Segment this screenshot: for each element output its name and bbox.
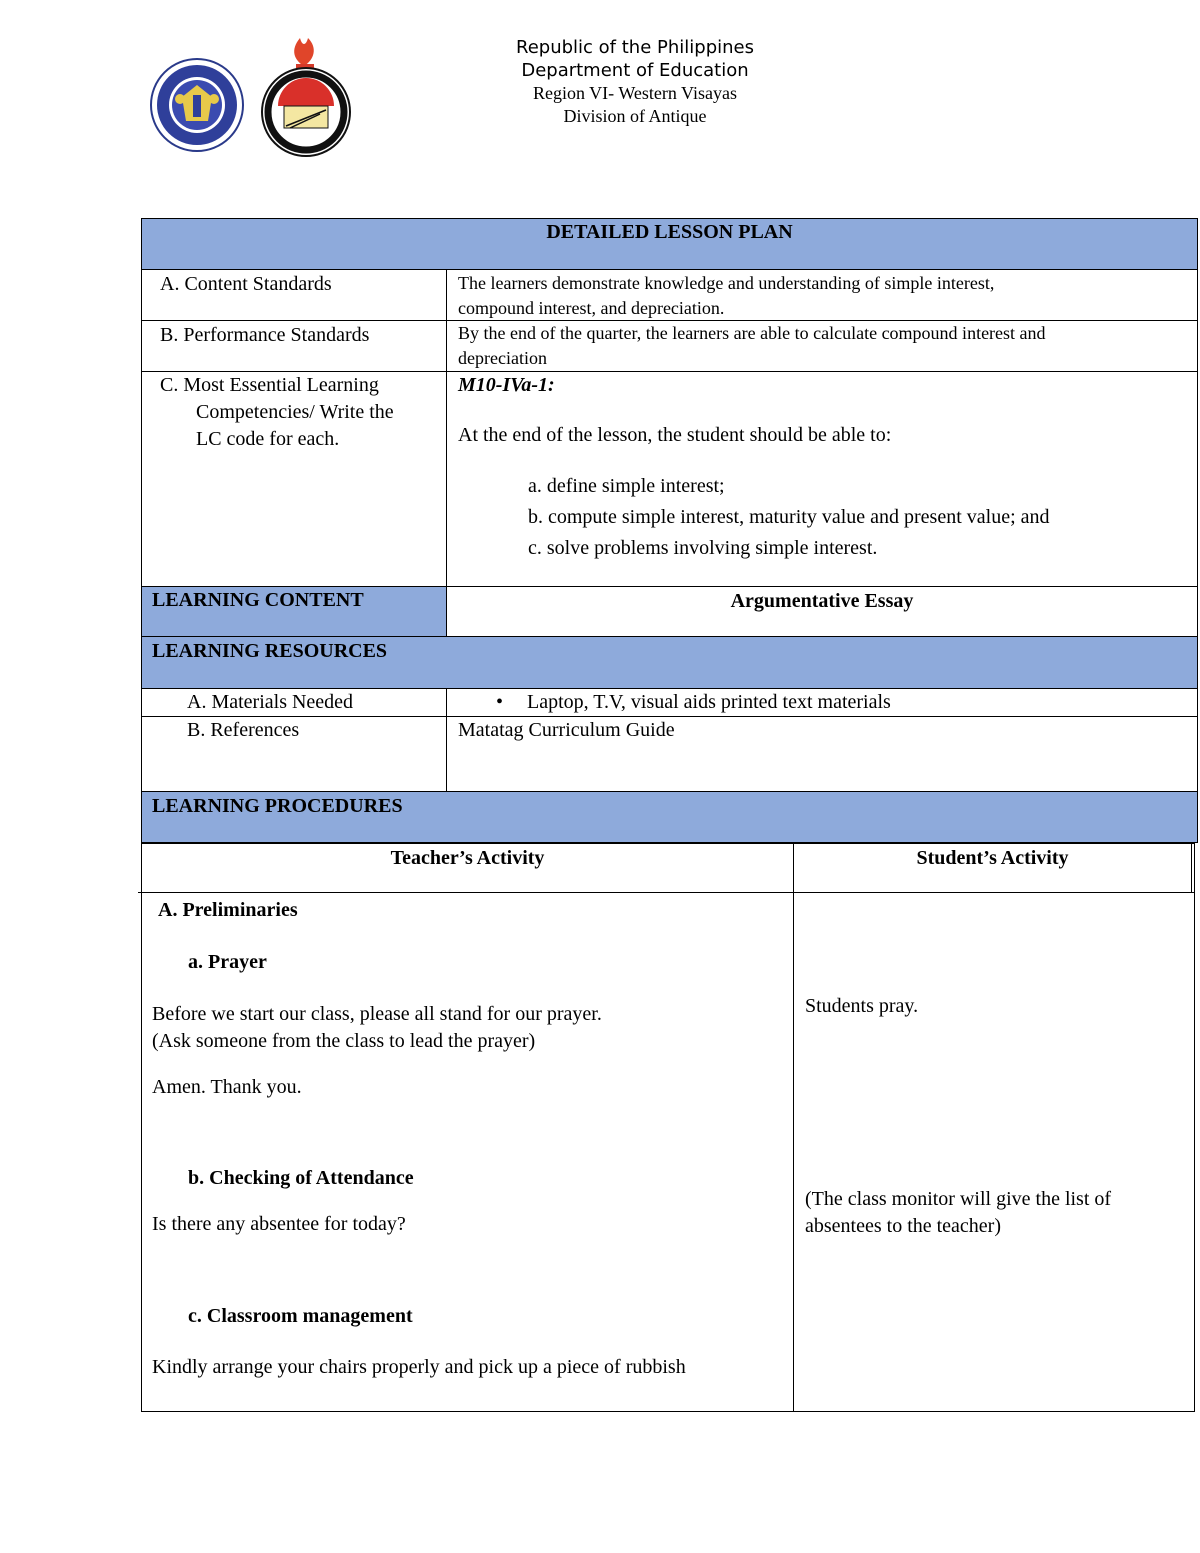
objective-item: c. solve problems involving simple interest. xyxy=(528,537,878,559)
materials-label: A. Materials Needed xyxy=(187,691,354,713)
competencies-label-3: LC code for each. xyxy=(196,428,340,450)
student-prayer-response: Students pray. xyxy=(805,995,919,1017)
teacher-activity-header: Teacher’s Activity xyxy=(390,847,545,869)
header-department: Department of Education xyxy=(521,60,749,81)
classroom-management-heading: c. Classroom management xyxy=(188,1305,413,1327)
materials-value: Laptop, T.V, visual aids printed text materials xyxy=(527,691,891,713)
header-republic: Republic of the Philippines xyxy=(516,37,754,58)
learning-content-value: Argumentative Essay xyxy=(730,590,914,612)
bullet-icon: • xyxy=(496,691,504,713)
performance-standards-text-2: depreciation xyxy=(458,348,547,368)
learning-content-label: LEARNING CONTENT xyxy=(152,589,364,611)
objectives-intro: At the end of the lesson, the student should be able to: xyxy=(458,424,892,446)
header-division: Division of Antique xyxy=(563,106,707,126)
student-activity-header: Student’s Activity xyxy=(916,847,1069,869)
references-value: Matatag Curriculum Guide xyxy=(458,719,675,741)
lesson-plan-title: DETAILED LESSON PLAN xyxy=(546,221,793,243)
student-attendance-response-1: (The class monitor will give the list of xyxy=(805,1188,1112,1210)
competencies-label-2: Competencies/ Write the xyxy=(196,401,394,423)
attendance-question: Is there any absentee for today? xyxy=(152,1213,406,1235)
header-region: Region VI- Western Visayas xyxy=(533,83,737,103)
attendance-heading: b. Checking of Attendance xyxy=(188,1167,414,1189)
learning-procedures-label: LEARNING PROCEDURES xyxy=(152,795,403,817)
performance-standards-text-1: By the end of the quarter, the learners are able to calculate compound interest and xyxy=(458,323,1046,343)
prayer-closing: Amen. Thank you. xyxy=(152,1076,302,1098)
content-standards-text-2: compound interest, and depreciation. xyxy=(458,298,725,318)
student-attendance-response-2: absentees to the teacher) xyxy=(805,1215,1002,1237)
content-standards-text-1: The learners demonstrate knowledge and understanding of simple interest, xyxy=(458,273,995,293)
deped-seal-logo xyxy=(150,55,244,155)
division-seal-logo xyxy=(256,36,356,158)
content-standards-label: A. Content Standards xyxy=(160,273,332,295)
classroom-management-instruction: Kindly arrange your chairs properly and pick up a piece of rubbish xyxy=(152,1356,686,1378)
objective-item: b. compute simple interest, maturity value and present value; and xyxy=(528,506,1050,528)
competencies-label-1: C. Most Essential Learning xyxy=(160,374,379,396)
lc-code: M10-IVa-1: xyxy=(458,374,555,396)
learning-resources-label: LEARNING RESOURCES xyxy=(152,640,388,662)
prayer-instruction: Before we start our class, please all stand for our prayer. xyxy=(152,1003,602,1025)
preliminaries-heading: A. Preliminaries xyxy=(158,899,298,921)
prayer-note: (Ask someone from the class to lead the prayer) xyxy=(152,1030,536,1052)
prayer-heading: a. Prayer xyxy=(188,951,267,973)
references-label: B. References xyxy=(187,719,300,741)
objective-item: a. define simple interest; xyxy=(528,475,725,497)
performance-standards-label: B. Performance Standards xyxy=(160,324,370,346)
